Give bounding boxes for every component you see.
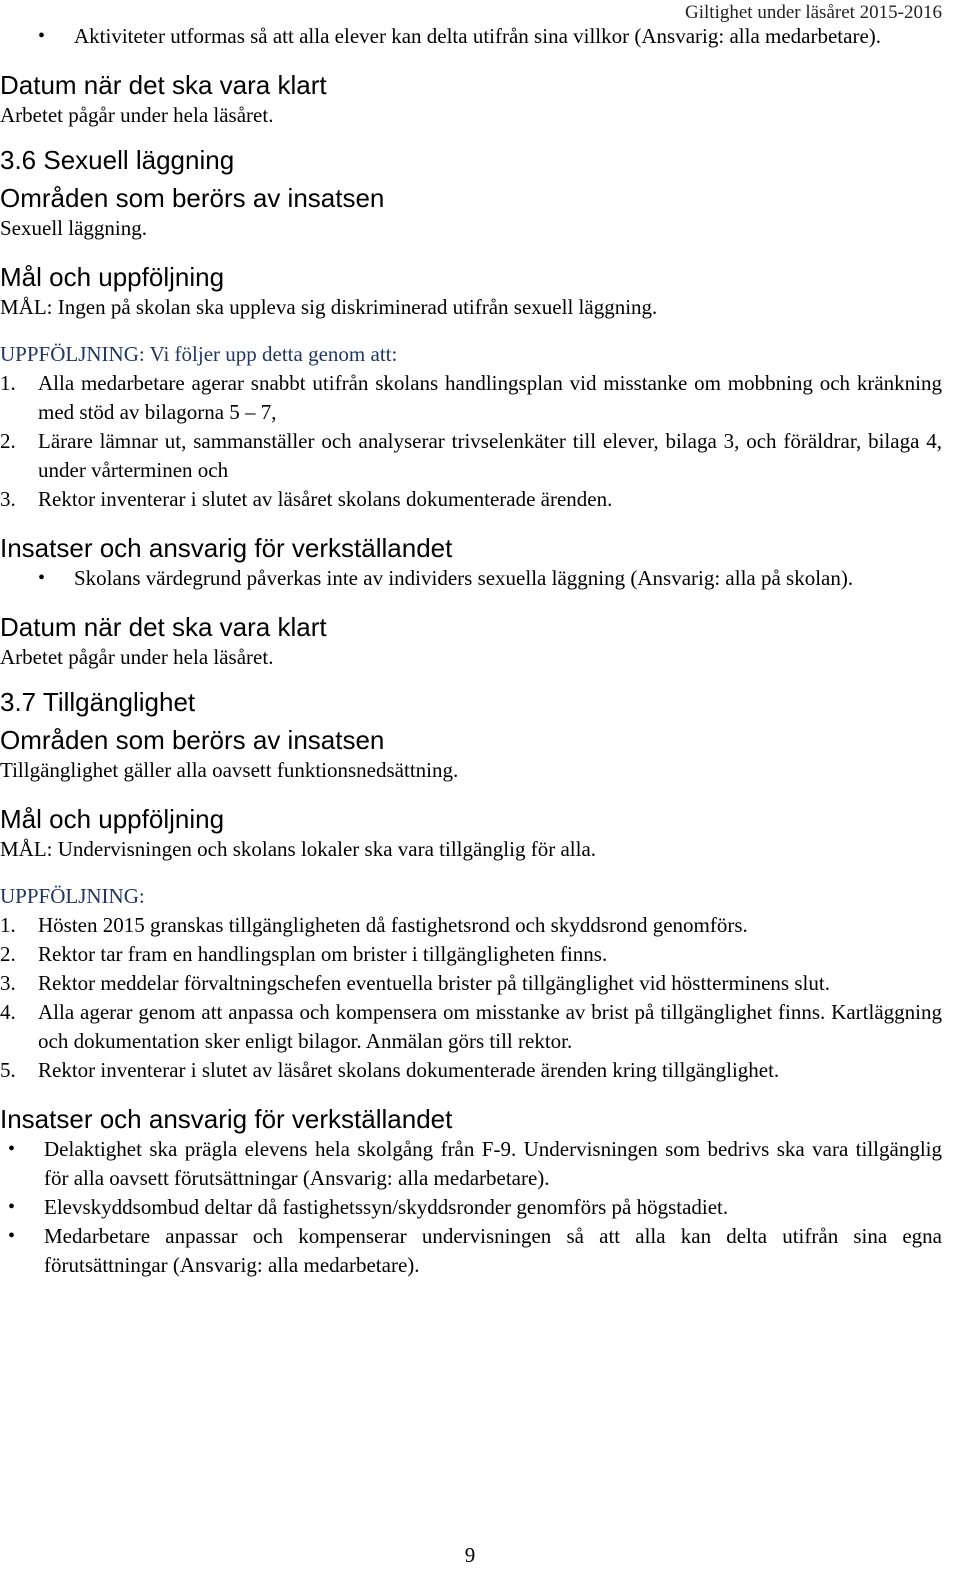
follow-up-list	[0, 911, 942, 1085]
date-text: Arbetet pågår under hela läsåret.	[0, 103, 274, 127]
areas-text: Sexuell läggning.	[0, 216, 147, 240]
list-item: 4. Alla agerar genom att anpassa och kompensera om misstanke av brist på tillgänglighet finns. Kartläggning och dokumentation sker enligt bilagor. Anmälan görs till rektor.	[0, 1000, 942, 1053]
follow-up-label: UPPFÖLJNING:	[0, 884, 145, 908]
measures-heading: Insatser och ansvarig för verkställandet	[0, 533, 453, 563]
areas-text: Tillgänglighet gäller alla oavsett funktionsnedsättning.	[0, 758, 459, 782]
bullet-item: • Aktiviteter utformas så att alla elever kan delta utifrån sina villkor (Ansvarig: alla medarbetare).	[0, 22, 942, 51]
bullet-icon: •	[8, 1196, 16, 1218]
follow-up-label: UPPFÖLJNING: Vi följer upp detta genom att:	[0, 342, 398, 366]
page-content	[0, 22, 942, 1280]
measures-heading: Insatser och ansvarig för verkställandet	[0, 1104, 453, 1134]
list-item: 5. Rektor inventerar i slutet av läsåret skolans dokumenterade ärenden kring tillgänglighet.	[0, 1058, 780, 1082]
list-item: 2. Rektor tar fram en handlingsplan om brister i tillgängligheten finns.	[0, 942, 608, 966]
bullet-icon: •	[8, 1225, 16, 1247]
goal-heading: Mål och uppföljning	[0, 262, 225, 292]
list-item: 1. Hösten 2015 granskas tillgängligheten då fastighetsrond och skyddsrond genomförs.	[0, 913, 748, 937]
section-title: 3.7 Tillgänglighet	[0, 687, 196, 717]
areas-heading: Områden som berörs av insatsen	[0, 183, 385, 213]
bullet-item: • Elevskyddsombud deltar då fastighetssyn/skyddsronder genomförs på högstadiet.	[0, 1193, 942, 1222]
goal-heading: Mål och uppföljning	[0, 804, 225, 834]
goal-text: MÅL: Undervisningen och skolans lokaler ska vara tillgänglig för alla.	[0, 837, 597, 861]
follow-up-list	[0, 369, 942, 514]
date-heading: Datum när det ska vara klart	[0, 70, 327, 100]
list-item: 3. Rektor inventerar i slutet av läsåret skolans dokumenterade ärenden.	[0, 487, 613, 511]
areas-heading: Områden som berörs av insatsen	[0, 725, 385, 755]
bullet-icon: •	[8, 1138, 16, 1160]
goal-text: MÅL: Ingen på skolan ska uppleva sig diskriminerad utifrån sexuell läggning.	[0, 295, 658, 319]
list-item: 3. Rektor meddelar förvaltningschefen eventuella brister på tillgänglighet vid höstterminens slut.	[0, 971, 830, 995]
section-title: 3.6 Sexuell läggning	[0, 145, 235, 175]
date-text: Arbetet pågår under hela läsåret.	[0, 645, 274, 669]
bullet-item: • Medarbetare anpassar och kompenserar undervisningen så att alla kan delta utifrån sina egna förutsättningar (Ansvarig: alla medarbetare).	[0, 1222, 942, 1280]
bullet-icon: •	[38, 25, 46, 47]
list-item: 1. Alla medarbetare agerar snabbt utifrån skolans handlingsplan vid misstanke om mobbning och kränkning med stöd av bilagorna 5 – 7,	[0, 371, 942, 424]
running-header: Giltighet under läsåret 2015-2016	[685, 2, 942, 23]
list-item: 2. Lärare lämnar ut, sammanställer och analyserar trivselenkäter till elever, bilaga 3, och föräldrar, bilaga 4, under vårterminen och	[0, 429, 942, 482]
date-heading: Datum när det ska vara klart	[0, 612, 327, 642]
bullet-item: • Skolans värdegrund påverkas inte av individers sexuella läggning (Ansvarig: alla på skolan).	[0, 564, 942, 593]
bullet-item: • Delaktighet ska prägla elevens hela skolgång från F-9. Undervisningen som bedrivs ska vara tillgänglig för alla oavsett förutsättningar (Ansvarig: alla medarbetare).	[0, 1135, 942, 1193]
page-number: 9	[464, 1543, 476, 1567]
bullet-icon: •	[38, 567, 46, 589]
